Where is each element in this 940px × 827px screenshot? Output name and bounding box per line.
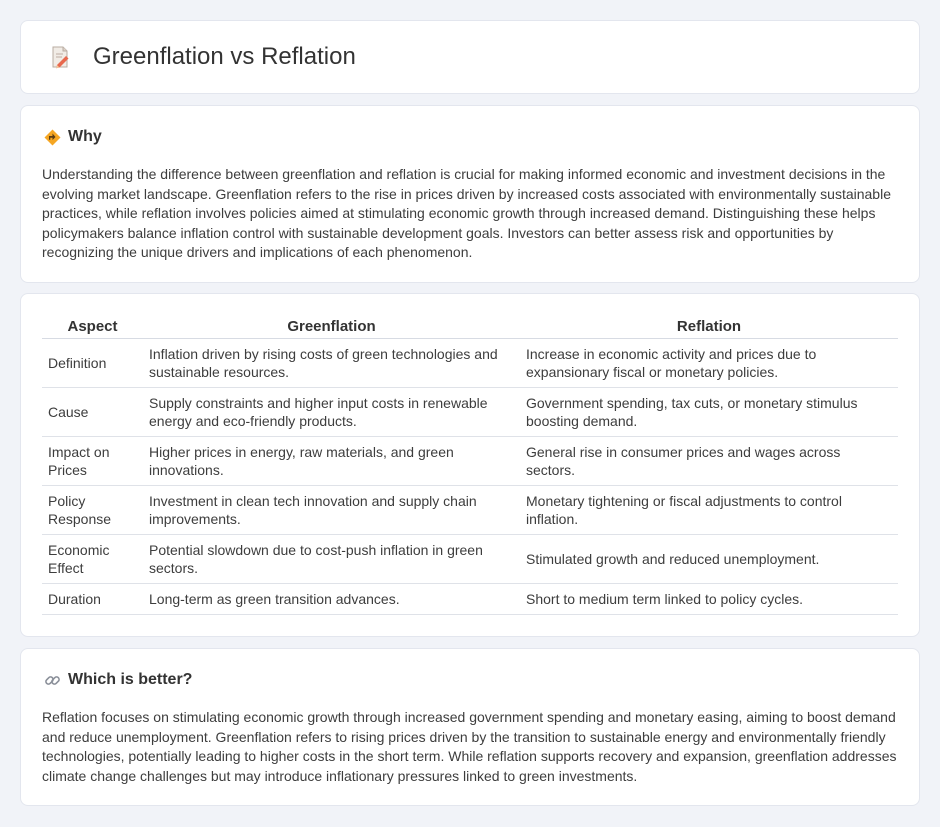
link-icon — [43, 671, 61, 689]
table-row — [42, 485, 898, 534]
why-title: Why — [68, 128, 102, 145]
column-header-aspect: Aspect — [42, 315, 143, 338]
reflation-cell: Stimulated growth and reduced unemployment. — [520, 534, 898, 583]
comparison-table — [42, 315, 898, 615]
aspect-cell: Duration — [42, 583, 143, 614]
better-paragraph: Reflation focuses on stimulating economic growth through increased government spending and monetary easing, aiming to boost demand and reduce unemployment. Greenflation refers to rising prices driven by the transition to sustainable energy and environmentally friendly technologies, potentially leading to higher costs in the short term. While reflation supports recovery and expansion, greenflation addresses climate change challenges but may introduce inflationary pressures linked to green investments. — [42, 709, 897, 784]
table-row — [42, 583, 898, 614]
aspect-cell: Impact on Prices — [42, 436, 143, 485]
greenflation-cell: Inflation driven by rising costs of green technologies and sustainable resources. — [143, 338, 520, 387]
why-paragraph: Understanding the difference between greenflation and reflation is crucial for making informed economic and investment decisions in the evolving market landscape. Greenflation refers to the rise in prices driven by increased costs associated with environmentally sustainable practices, while reflation involves policies aimed at stimulating economic growth through increased demand. Distinguishing these helps policymakers balance inflation control with sustainable development goals. Investors can better assess risk and opportunities by recognizing the unique drivers and implications of each phenomenon. — [42, 166, 891, 261]
reflation-cell: Government spending, tax cuts, or monetary stimulus boosting demand. — [520, 387, 898, 436]
aspect-cell: Policy Response — [42, 485, 143, 534]
title-card — [20, 20, 920, 94]
which-is-better-card — [20, 648, 920, 806]
why-heading — [43, 128, 102, 146]
page-title: Greenflation vs Reflation — [93, 43, 356, 70]
reflation-cell: Monetary tightening or fiscal adjustments to control inflation. — [520, 485, 898, 534]
diamond-sign-icon — [43, 128, 61, 146]
greenflation-cell: Potential slowdown due to cost-push inflation in green sectors. — [143, 534, 520, 583]
aspect-cell: Economic Effect — [42, 534, 143, 583]
reflation-cell: Short to medium term linked to policy cycles. — [520, 583, 898, 614]
greenflation-cell: Investment in clean tech innovation and supply chain improvements. — [143, 485, 520, 534]
greenflation-cell: Supply constraints and higher input costs in renewable energy and eco-friendly products. — [143, 387, 520, 436]
greenflation-cell: Long-term as green transition advances. — [143, 583, 520, 614]
why-card — [20, 105, 920, 283]
greenflation-cell: Higher prices in energy, raw materials, and green innovations. — [143, 436, 520, 485]
table-row — [42, 387, 898, 436]
aspect-cell: Cause — [42, 387, 143, 436]
aspect-cell: Definition — [42, 338, 143, 387]
reflation-cell: General rise in consumer prices and wages across sectors. — [520, 436, 898, 485]
document-pencil-icon — [47, 44, 73, 70]
table-row — [42, 436, 898, 485]
comparison-card — [20, 293, 920, 637]
table-header-row — [42, 315, 898, 338]
table-row — [42, 534, 898, 583]
better-title: Which is better? — [68, 671, 193, 688]
reflation-cell: Increase in economic activity and prices due to expansionary fiscal or monetary policies. — [520, 338, 898, 387]
table-row — [42, 338, 898, 387]
column-header-reflation: Reflation — [520, 315, 898, 338]
better-heading — [43, 671, 192, 689]
column-header-greenflation: Greenflation — [143, 315, 520, 338]
